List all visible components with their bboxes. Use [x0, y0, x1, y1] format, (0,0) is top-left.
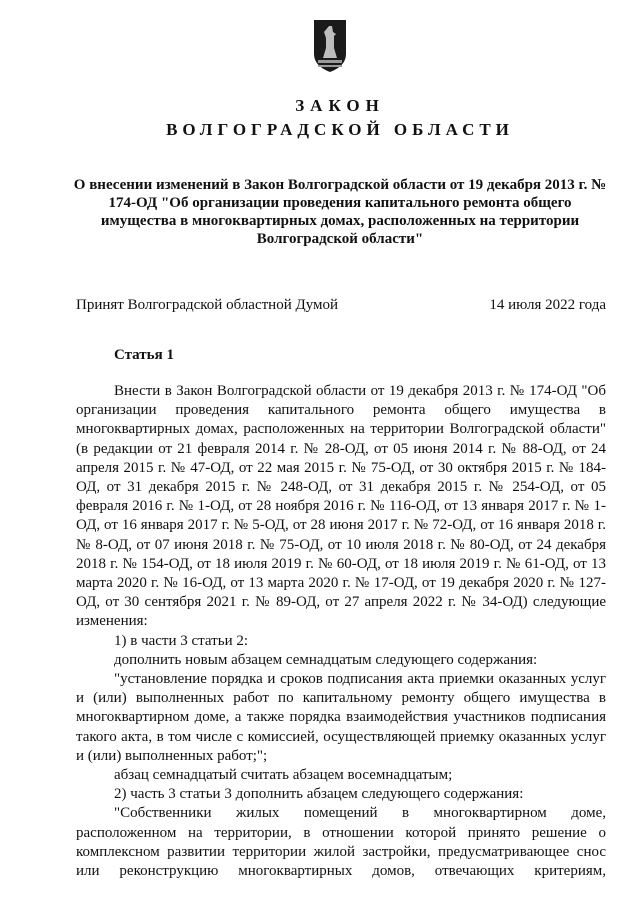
paragraph: "установление порядка и сроков подписания акта приемки оказанных услуг и (или) выполненных работ по капитальному ремонту общего имущества в многоквартирном доме, а также порядка взаимодействия участников подписания такого акта, в том числе с комиссией, осуществляющей приемку оказанных услуг и (или) выполненных работ;";	[76, 671, 606, 764]
adoption-line	[76, 297, 606, 314]
article-body	[76, 382, 606, 881]
paragraph: 2) часть 3 статьи 3 дополнить абзацем следующего содержания:	[114, 786, 524, 803]
paragraph: абзац семнадцатый считать абзацем восемнадцатым;	[114, 767, 453, 784]
adopted-by: Принят Волгоградской областной Думой	[76, 297, 339, 313]
paragraph: дополнить новым абзацем семнадцатым следующего содержания:	[114, 651, 538, 668]
adopted-date: 14 июля 2022 года	[489, 297, 606, 313]
article-heading: Статья 1	[114, 347, 174, 363]
paragraph: 1) в части 3 статьи 2:	[114, 632, 249, 649]
document-subtitle: О внесении изменений в Закон Волгоградской области от 19 декабря 2013 г. № 174-ОД "Об организации проведения капитального ремонта общего имущества в многоквартирных домах, расположенных на территории Волгоградской области"	[73, 177, 607, 247]
document-title-region: ВОЛГОГРАДСКОЙ ОБЛАСТИ	[166, 120, 514, 139]
paragraph: "Собственники жилых помещений в многоквартирном доме, расположенном на территории, в отношении которой принято решение о комплексном развитии территории жилой застройки, предусматривающее снос или реконструкцию многоквартирных домов, отвечающих критериям,	[76, 805, 606, 880]
paragraph: Внести в Закон Волгоградской области от 19 декабря 2013 г. № 174-ОД "Об организации проведения капитального ремонта общего имущества в многоквартирных домах, расположенных на территории Волгоградской области" (в редакции от 21 февраля 2014 г. № 28-ОД, от 05 июня 2014 г. № 88-ОД, от 24 апреля 2015 г. № 47-ОД, от 22 мая 2015 г. № 75-ОД, от 30 октября 2015 г. № 184-ОД, от 31 декабря 2015 г. № 248-ОД, от 31 декабря 2015 г. № 254-ОД, от 05 февраля 2016 г. № 1-ОД, от 28 ноября 2016 г. № 116-ОД, от 13 января 2017 г. № 1-ОД, от 16 января 2017 г. № 5-ОД, от 28 июня 2017 г. № 72-ОД, от 16 января 2018 г. № 8-ОД, от 07 июня 2018 г. № 75-ОД, от 10 июля 2018 г. № 80-ОД, от 24 декабря 2018 г. № 154-ОД, от 18 июля 2019 г. № 60-ОД, от 18 июля 2019 г. № 61-ОД, от 13 марта 2020 г. № 16-ОД, от 13 марта 2020 г. № 17-ОД, от 19 декабря 2020 г. № 127-ОД, от 30 сентября 2021 г. № 89-ОД, от 27 апреля 2022 г. № 34-ОД) следующие изменения:	[76, 383, 606, 630]
document-title: ЗАКОН	[295, 96, 385, 115]
coat-of-arms-icon	[312, 18, 348, 74]
